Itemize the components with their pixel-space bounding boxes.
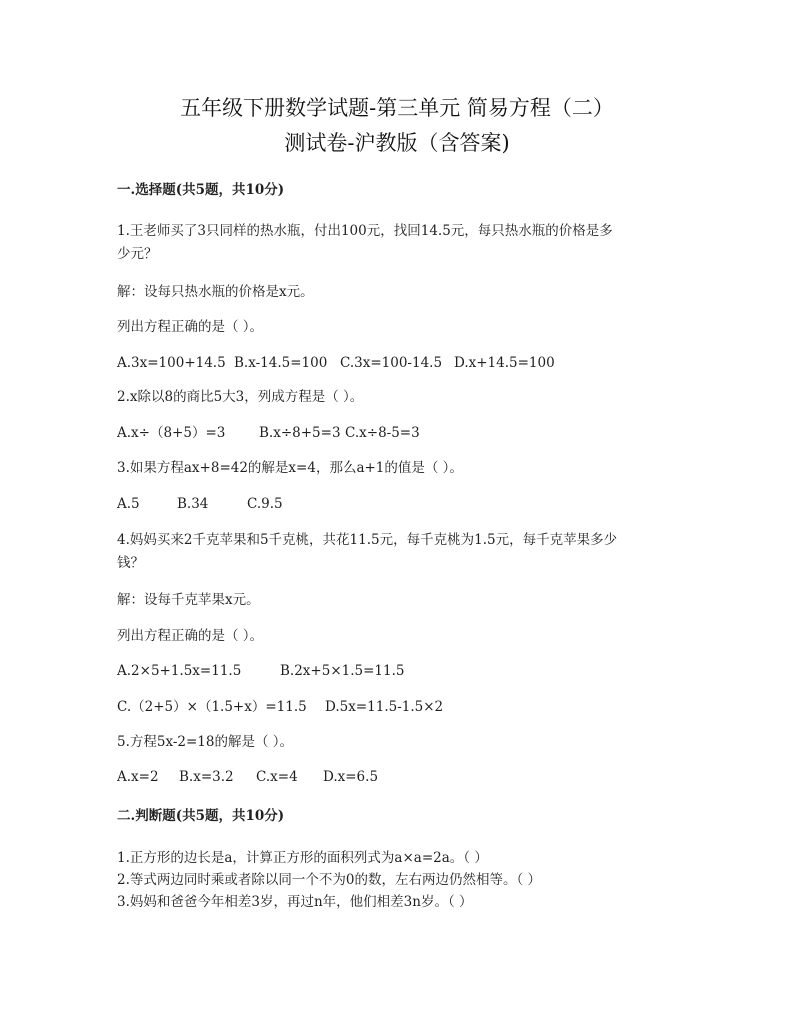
option-c[interactable]: C.x=4	[256, 769, 298, 785]
question-3-text: 3.如果方程ax+8=42的解是x=4，那么a+1的值是（ ）。	[117, 460, 463, 476]
section-heading-choice: 一.选择题(共5题，共10分)	[117, 182, 285, 198]
option-a[interactable]: A.x=2	[117, 769, 159, 785]
option-d[interactable]: D.x=6.5	[323, 769, 379, 785]
section-heading-judgement: 二.判断题(共5题，共10分)	[117, 808, 285, 824]
question-1-options	[117, 357, 555, 371]
question-1-ask: 列出方程正确的是（ ）。	[117, 319, 264, 335]
question-5-text: 5.方程5x-2=18的解是（ ）。	[117, 734, 294, 750]
option-b[interactable]: B.x=3.2	[179, 769, 234, 785]
question-1-text-cont: 少元？	[117, 246, 158, 262]
question-1-text: 1.王老师买了3只同样的热水瓶，付出100元，找回14.5元，每只热水瓶的价格是多	[117, 223, 613, 239]
option-a[interactable]: A.5	[117, 496, 140, 512]
page-title-line-2: 测试卷-沪教版（含答案)	[284, 131, 510, 155]
option-a[interactable]: A.2×5+1.5x=11.5	[117, 663, 242, 679]
judgement-question-1: 1.正方形的边长是a，计算正方形的面积列式为a×a=2a。（ ）	[117, 850, 488, 866]
option-a[interactable]: A.x÷（8+5）=3	[117, 425, 226, 441]
option-c[interactable]: C.3x=100-14.5	[340, 355, 443, 371]
option-c[interactable]: C.（2+5）×（1.5+x）=11.5	[117, 699, 307, 715]
option-d[interactable]: D.x+14.5=100	[454, 355, 555, 371]
question-5-options	[117, 771, 378, 785]
option-a[interactable]: A.3x=100+14.5	[117, 355, 226, 371]
option-b[interactable]: B.2x+5×1.5=11.5	[280, 663, 405, 679]
judgement-question-3: 3.妈妈和爸爸今年相差3岁，再过n年，他们相差3n岁。（ ）	[117, 894, 473, 910]
option-d[interactable]: D.5x=11.5-1.5×2	[325, 699, 444, 715]
question-4-ask: 列出方程正确的是（ ）。	[117, 628, 264, 644]
question-4-options-row-2	[117, 701, 443, 715]
question-4-text-cont: 钱？	[117, 555, 144, 571]
question-2-text: 2.x除以8的商比5大3，列成方程是（ ）。	[117, 389, 364, 405]
question-1-solve: 解：设每只热水瓶的价格是x元。	[117, 284, 314, 300]
question-2-options	[117, 427, 420, 441]
option-b[interactable]: B.34	[177, 496, 209, 512]
option-b[interactable]: B.x-14.5=100	[234, 355, 328, 371]
question-4-solve: 解：设每千克苹果x元。	[117, 592, 260, 608]
judgement-question-2: 2.等式两边同时乘或者除以同一个不为0的数，左右两边仍然相等。（ ）	[117, 872, 542, 888]
question-4-options-row-1	[117, 665, 404, 679]
question-3-options	[117, 498, 283, 512]
page-title-line-1: 五年级下册数学试题-第三单元 简易方程（二）	[180, 96, 614, 120]
option-c[interactable]: C.9.5	[247, 496, 283, 512]
option-c[interactable]: C.x÷8-5=3	[345, 425, 420, 441]
question-4-text: 4.妈妈买来2千克苹果和5千克桃，共花11.5元，每千克桃为1.5元，每千克苹果多少	[117, 532, 618, 548]
option-b[interactable]: B.x÷8+5=3	[259, 425, 341, 441]
